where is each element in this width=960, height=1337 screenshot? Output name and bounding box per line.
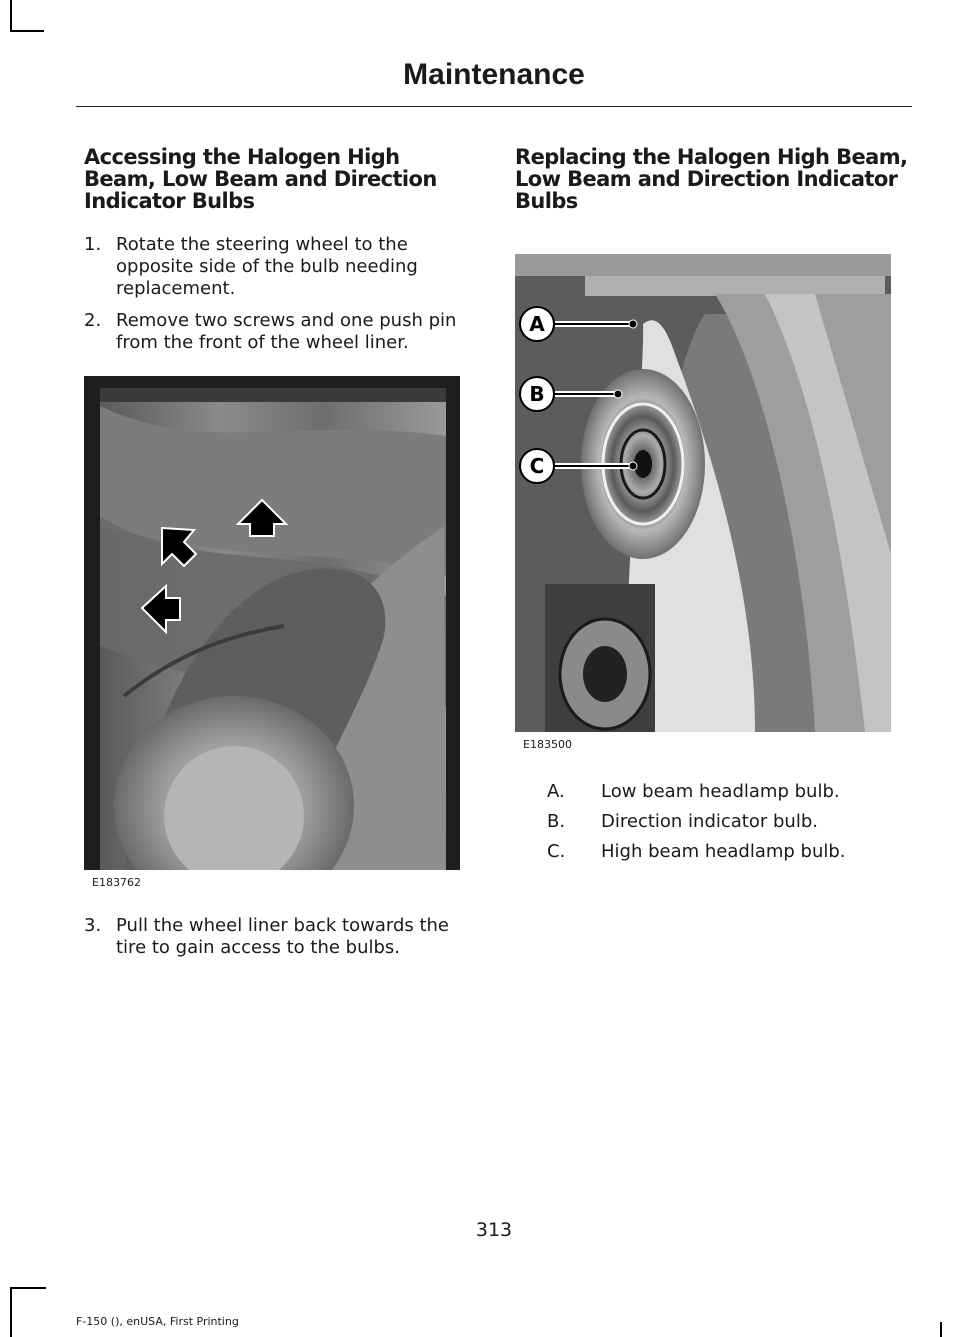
legend-text: High beam headlamp bulb. <box>601 841 846 862</box>
section-heading-accessing: Accessing the Halogen High Beam, Low Beam and Direction Indicator Bulbs <box>84 145 437 213</box>
footer-edition: F-150 (), enUSA, First Printing <box>76 1315 239 1328</box>
wheel-liner-figure <box>84 376 460 870</box>
legend-text: Direction indicator bulb. <box>601 811 818 832</box>
crop-mark-bottom-left-v <box>10 1287 12 1337</box>
figure-code: E183500 <box>523 738 572 751</box>
crop-mark-bottom-left-h <box>10 1287 46 1289</box>
crop-mark-bottom-right-v <box>940 1322 942 1337</box>
header-divider <box>76 106 912 107</box>
step-number: 1. <box>84 234 102 255</box>
legend-item <box>547 811 915 833</box>
steps-list-bottom <box>84 915 476 959</box>
legend-key: C. <box>547 841 566 862</box>
legend-item <box>547 781 915 803</box>
step-text: Rotate the steering wheel to the opposite side of the bulb needing replacement. <box>116 234 418 299</box>
step-text: Pull the wheel liner back towards the tire to gain access to the bulbs. <box>116 915 450 958</box>
legend-item <box>547 841 915 863</box>
legend-key: B. <box>547 811 566 832</box>
wheel-liner-illustration <box>84 376 460 870</box>
callout-label-c: C <box>529 454 545 478</box>
left-column <box>84 146 476 969</box>
headlamp-figure <box>515 254 891 732</box>
step-item <box>84 310 476 354</box>
step-number: 3. <box>84 915 102 936</box>
step-item <box>84 915 476 959</box>
callout-label-b: B <box>529 382 545 406</box>
legend-text: Low beam headlamp bulb. <box>601 781 840 802</box>
step-item <box>84 234 476 300</box>
steps-list-top <box>84 234 476 354</box>
callout-legend <box>547 781 915 863</box>
crop-mark-top-left-h <box>10 30 44 32</box>
page-number: 313 <box>475 1219 513 1241</box>
page-title: Maintenance <box>403 58 585 91</box>
figure-code: E183762 <box>92 876 141 889</box>
section-heading-replacing: Replacing the Halogen High Beam, Low Beam and Direction Indicator Bulbs <box>515 145 908 213</box>
headlamp-illustration <box>515 254 891 732</box>
legend-key: A. <box>547 781 565 802</box>
step-number: 2. <box>84 310 102 331</box>
callout-label-a: A <box>529 312 545 336</box>
crop-mark-top-left-v <box>10 0 12 32</box>
step-text: Remove two screws and one push pin from the front of the wheel liner. <box>116 310 457 353</box>
right-column <box>515 146 915 871</box>
